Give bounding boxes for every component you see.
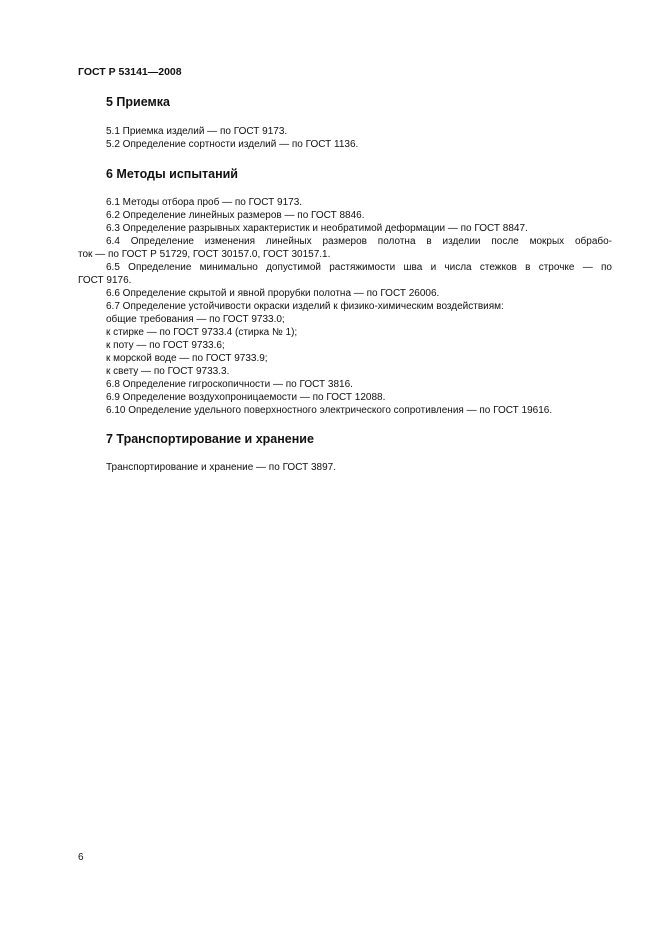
- section-5-title: 5 Приемка: [106, 95, 170, 109]
- page-number: 6: [78, 852, 84, 863]
- section-6-line: к свету — по ГОСТ 9733.3.: [106, 366, 230, 377]
- section-6-line: общие требования — по ГОСТ 9733.0;: [106, 314, 285, 325]
- section-7-text: Транспортирование и хранение — по ГОСТ 3897.: [106, 462, 336, 473]
- section-5-item: 5.1 Приемка изделий — по ГОСТ 9173.: [106, 126, 288, 137]
- section-6-line: 6.3 Определение разрывных характеристик и необратимой деформации — по ГОСТ 8847.: [106, 223, 528, 234]
- section-6-line: 6.2 Определение линейных размеров — по ГОСТ 8846.: [106, 210, 365, 221]
- section-6-line: к стирке — по ГОСТ 9733.4 (стирка № 1);: [106, 327, 298, 338]
- section-6-line: 6.1 Методы отбора проб — по ГОСТ 9173.: [106, 197, 303, 208]
- section-7-title: 7 Транспортирование и хранение: [106, 432, 314, 446]
- section-6-title: 6 Методы испытаний: [106, 167, 238, 181]
- section-6-line: к поту — по ГОСТ 9733.6;: [106, 340, 225, 351]
- section-6-line: 6.6 Определение скрытой и явной прорубки полотна — по ГОСТ 26006.: [106, 288, 440, 299]
- section-6-line: 6.8 Определение гигроскопичности — по ГОСТ 3816.: [106, 379, 353, 390]
- section-6-line: 6.5 Определение минимально допустимой растяжимости шва и числа стежков в строчке — по: [106, 262, 612, 273]
- section-6-line: ГОСТ 9176.: [78, 275, 132, 286]
- section-6-line: ток — по ГОСТ Р 51729, ГОСТ 30157.0, ГОСТ 30157.1.: [78, 249, 331, 260]
- section-6-line: 6.4 Определение изменения линейных размеров полотна в изделии после мокрых обрабо-: [106, 236, 612, 247]
- section-6-line: 6.7 Определение устойчивости окраски изделий к физико-химическим воздействиям:: [106, 301, 504, 312]
- section-6-line: 6.10 Определение удельного поверхностного электрического сопротивления — по ГОСТ 19616.: [106, 405, 553, 416]
- section-5-item: 5.2 Определение сортности изделий — по ГОСТ 1136.: [106, 139, 359, 150]
- section-6-line: 6.9 Определение воздухопроницаемости — по ГОСТ 12088.: [106, 392, 386, 403]
- document-header: ГОСТ Р 53141—2008: [78, 66, 182, 78]
- section-6-line: к морской воде — по ГОСТ 9733.9;: [106, 353, 268, 364]
